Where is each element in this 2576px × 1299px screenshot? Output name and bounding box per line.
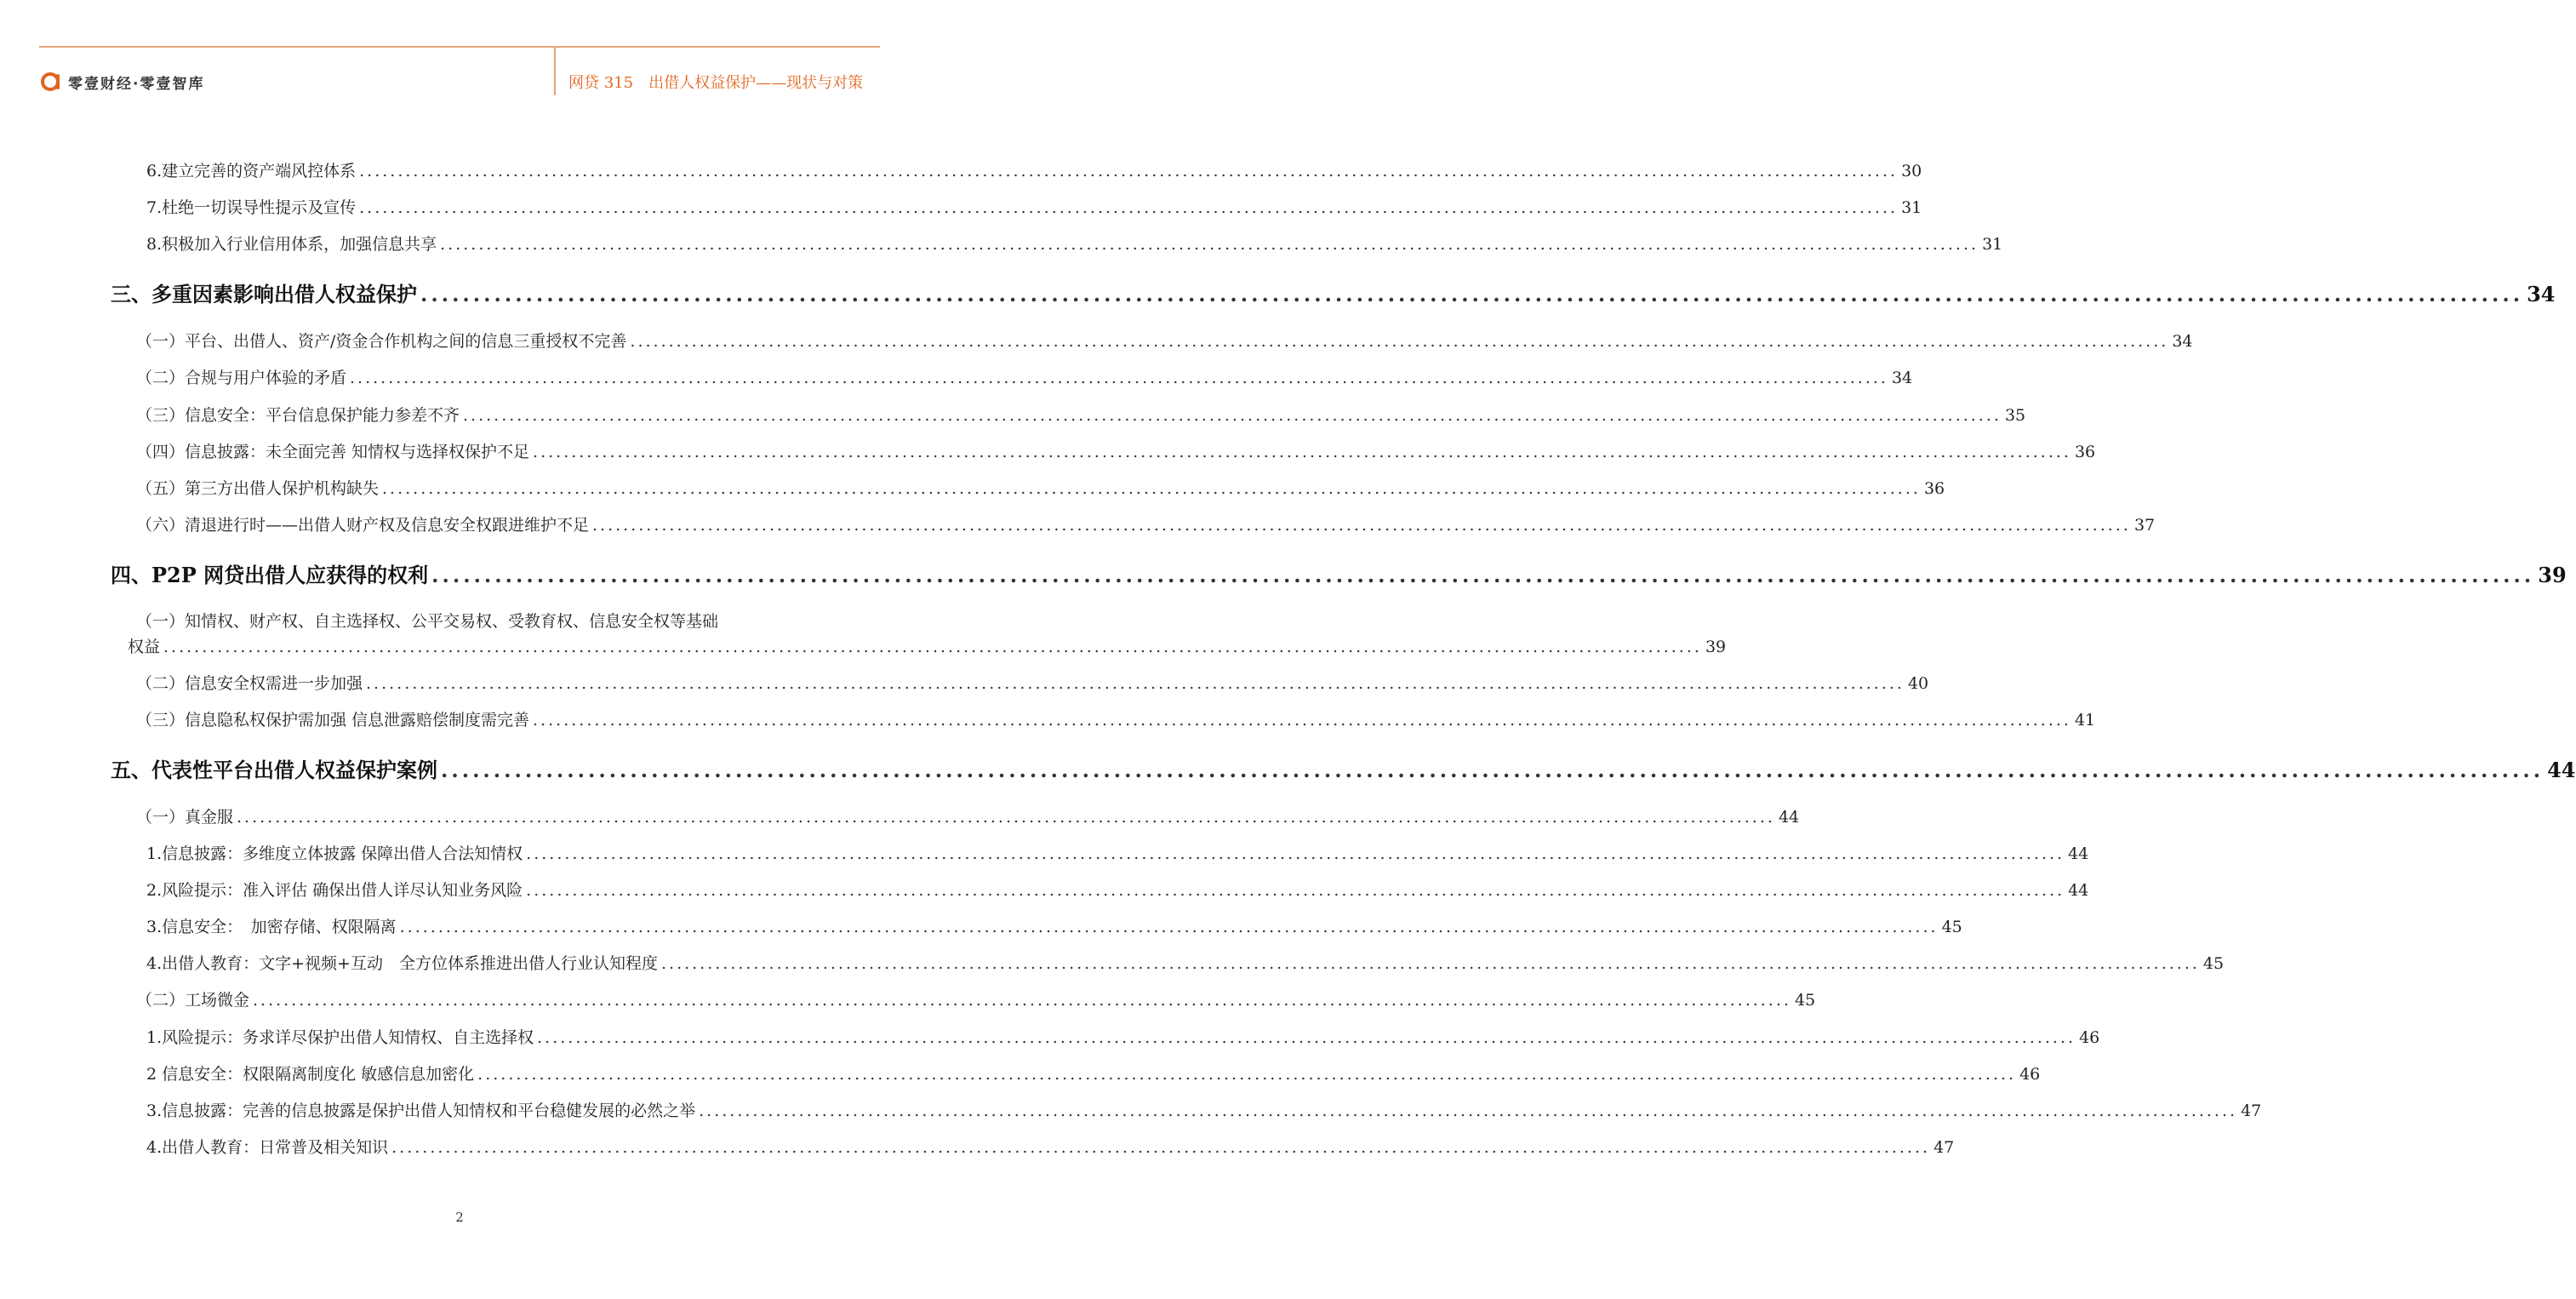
toc-entry-label: 1.信息披露：多维度立体披露 保障出借人合法知情权 <box>146 844 523 863</box>
toc-dot-leader: ........................................................................................................................................................................................................ <box>163 638 1702 656</box>
toc-page-number: 36 <box>1923 479 1945 498</box>
toc-entry-label: （二）工场微金 <box>136 991 250 1010</box>
toc-entry-label: 四、P2P 网贷出借人应获得的权利 <box>111 563 429 587</box>
toc-dot-leader: ........................................................................................................................................................................................................ <box>431 563 2535 587</box>
toc-dot-leader: ........................................................................................................................................................................................................ <box>420 282 2524 306</box>
toc-entry-label: （四）信息披露：未全面完善 知情权与选择权保护不足 <box>136 443 530 461</box>
toc-entry[interactable] <box>128 634 1727 657</box>
toc-dot-leader: ........................................................................................................................................................................................................ <box>359 162 1899 180</box>
toc-entry-label: （三）信息安全：平台信息保护能力参差不齐 <box>136 406 460 425</box>
toc-entry[interactable] <box>136 707 2096 730</box>
toc-entry[interactable] <box>146 1025 2100 1048</box>
toc-dot-leader: ........................................................................................................................................................................................................ <box>237 808 1775 827</box>
toc-page-number: 45 <box>1794 991 1816 1010</box>
toc-entry-label: 2.风险提示：准入评估 确保出借人详尽认知业务风险 <box>146 881 523 900</box>
toc-entry[interactable] <box>136 329 2193 352</box>
toc-entry[interactable] <box>136 987 1816 1010</box>
toc-entry-label: 1.风险提示：务求详尽保护出借人知情权、自主选择权 <box>146 1028 534 1047</box>
toc-entry[interactable] <box>136 804 1800 827</box>
toc-dot-leader: ........................................................................................................................................................................................................ <box>533 443 2071 461</box>
toc-dot-leader: ........................................................................................................................................................................................................ <box>399 918 1939 936</box>
toc-entry-label-line: （一）知情权、财产权、自主选择权、公平交易权、受教育权、信息安全权等基础 <box>136 612 719 631</box>
toc-dot-leader: ........................................................................................................................................................................................................ <box>440 235 1979 254</box>
toc-page-number: 39 <box>2538 563 2567 587</box>
toc-page-number: 37 <box>2133 516 2156 535</box>
toc-entry[interactable] <box>146 232 2003 255</box>
toc-entry[interactable] <box>136 365 1913 388</box>
toc-dot-leader: ........................................................................................................................................................................................................ <box>660 954 2200 973</box>
toc-dot-leader: ........................................................................................................................................................................................................ <box>537 1028 2076 1047</box>
toc-entry[interactable] <box>146 914 1962 937</box>
toc-entry[interactable] <box>136 512 2156 535</box>
toc-page-number: 36 <box>2074 443 2096 461</box>
toc-page-number: 31 <box>1982 235 2003 254</box>
toc-entry[interactable] <box>146 1062 2041 1084</box>
toc-dot-leader: ........................................................................................................................................................................................................ <box>526 881 2065 900</box>
toc-page-number: 44 <box>1778 808 1800 827</box>
toc-entry-label: 8.积极加入行业信用体系，加强信息共享 <box>146 235 437 254</box>
toc-entry-label: （三）信息隐私权保护需加强 信息泄露赔偿制度需完善 <box>136 711 530 730</box>
toc-page-number: 46 <box>2079 1028 2100 1047</box>
toc-entry-label: 五、代表性平台出借人权益保护案例 <box>111 758 437 782</box>
toc-entry-label: 三、多重因素影响出借人权益保护 <box>111 282 417 306</box>
toc-entry-label: （五）第三方出借人保护机构缺失 <box>136 479 380 498</box>
toc-entry[interactable] <box>146 1098 2262 1121</box>
report-title: 网贷 315 出借人权益保护——现状与对策 <box>568 74 864 92</box>
toc-entry[interactable] <box>146 195 1922 218</box>
toc-page-number: 45 <box>1941 918 1962 936</box>
toc-dot-leader: ........................................................................................................................................................................................................ <box>533 711 2071 730</box>
toc-entry-label: 2 信息安全：权限隔离制度化 敏感信息加密化 <box>146 1065 475 1084</box>
toc-section-heading[interactable] <box>111 558 2567 588</box>
toc-entry-label: （一）平台、出借人、资产/资金合作机构之间的信息三重授权不完善 <box>136 332 627 351</box>
toc-entry-label: 7.杜绝一切误导性提示及宣传 <box>146 198 357 217</box>
toc-page-number: 40 <box>1907 674 1929 693</box>
toc-dot-leader: ........................................................................................................................................................................................................ <box>253 991 1791 1010</box>
toc-page-number: 34 <box>2527 282 2556 306</box>
toc-entry-label: （二）合规与用户体验的矛盾 <box>136 369 347 387</box>
toc-entry[interactable] <box>146 1135 1955 1158</box>
toc-entry[interactable] <box>146 878 2089 901</box>
toc-entry[interactable] <box>136 476 1945 499</box>
toc-page-number: 34 <box>2172 332 2193 351</box>
lingyi-logo-icon <box>41 72 60 91</box>
toc-section-heading[interactable] <box>111 278 2556 307</box>
header-rule <box>39 46 880 48</box>
toc-dot-leader: ........................................................................................................................................................................................................ <box>382 479 1921 498</box>
brand-logo <box>41 70 204 94</box>
toc-dot-leader: ........................................................................................................................................................................................................ <box>359 198 1899 217</box>
toc-page-number: 46 <box>2019 1065 2041 1084</box>
brand-name: 零壹财经·零壹智库 <box>68 75 205 93</box>
header-divider <box>554 48 556 95</box>
toc-entry-label: （一）真金服 <box>136 808 234 827</box>
toc-entry-label: 4.出借人教育：文字+视频+互动 全方位体系推进出借人行业认知程度 <box>146 954 658 973</box>
toc-entry-label: 4.出借人教育：日常普及相关知识 <box>146 1138 389 1157</box>
toc-dot-leader: ........................................................................................................................................................................................................ <box>366 674 1905 693</box>
toc-entry-label: 权益 <box>128 638 161 656</box>
toc-page-number: 31 <box>1901 198 1922 217</box>
toc-page-number: 34 <box>1891 369 1913 387</box>
toc-section-heading[interactable] <box>111 753 2576 783</box>
page-number: 2 <box>455 1210 464 1225</box>
toc-entry[interactable] <box>146 841 2089 864</box>
toc-dot-leader: ........................................................................................................................................................................................................ <box>526 844 2065 863</box>
toc-page-number: 44 <box>2547 758 2576 782</box>
toc-page-number: 30 <box>1901 162 1922 180</box>
toc-page-number: 41 <box>2074 711 2096 730</box>
toc-page-number: 47 <box>1933 1138 1955 1157</box>
toc-entry-label: （六）清退进行时——出借人财产权及信息安全权跟进维护不足 <box>136 516 590 535</box>
toc-page-number: 47 <box>2241 1102 2262 1120</box>
toc-entry-label: 3.信息披露：完善的信息披露是保护出借人知情权和平台稳健发展的必然之举 <box>146 1102 696 1120</box>
toc-dot-leader: ........................................................................................................................................................................................................ <box>592 516 2131 535</box>
toc-page-number: 39 <box>1705 638 1727 656</box>
toc-page-number: 44 <box>2068 881 2089 900</box>
toc-entry[interactable] <box>146 158 1922 181</box>
toc-entry[interactable] <box>146 951 2225 974</box>
toc-dot-leader: ........................................................................................................................................................................................................ <box>463 406 2002 425</box>
toc-dot-leader: ........................................................................................................................................................................................................ <box>477 1065 2017 1084</box>
toc-page-number: 44 <box>2068 844 2089 863</box>
toc-page-number: 35 <box>2004 406 2026 425</box>
toc-page-number: 45 <box>2202 954 2225 973</box>
toc-dot-leader: ........................................................................................................................................................................................................ <box>630 332 2169 351</box>
toc-entry[interactable] <box>136 439 2096 462</box>
toc-entry-label: 3.信息安全： 加密存储、权限隔离 <box>146 918 397 936</box>
toc-entry-label: （二）信息安全权需进一步加强 <box>136 674 363 693</box>
toc-dot-leader: ........................................................................................................................................................................................................ <box>391 1138 1931 1157</box>
toc-entry[interactable] <box>136 671 1929 694</box>
toc-dot-leader: ........................................................................................................................................................................................................ <box>350 369 1888 387</box>
toc-entry[interactable] <box>136 403 2026 426</box>
toc-dot-leader: ........................................................................................................................................................................................................ <box>441 758 2545 782</box>
toc-entry-label: 6.建立完善的资产端风控体系 <box>146 162 357 180</box>
toc-dot-leader: ........................................................................................................................................................................................................ <box>699 1102 2238 1120</box>
